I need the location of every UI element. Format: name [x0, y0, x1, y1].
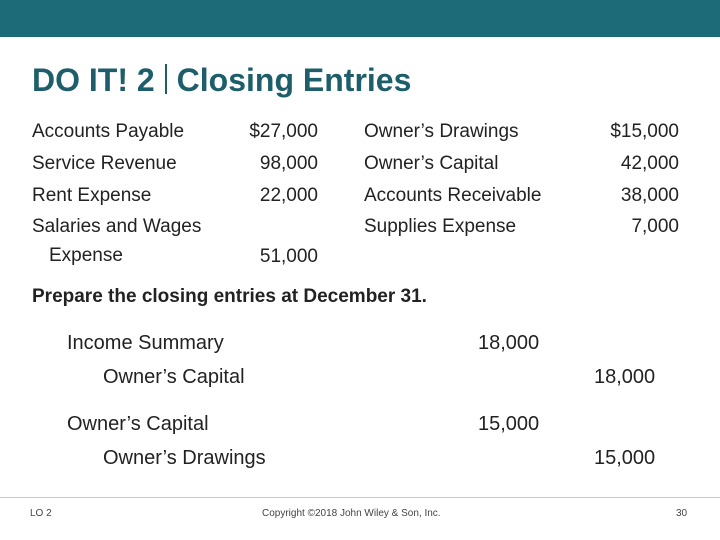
entry-credit-account: Owner’s Drawings — [103, 447, 266, 469]
account-amount: $15,000 — [610, 121, 679, 142]
top-banner — [0, 0, 720, 37]
footer-divider — [0, 497, 720, 498]
account-name: Rent Expense — [32, 185, 152, 206]
account-name-continued: Expense — [49, 245, 123, 266]
account-amount: 98,000 — [259, 153, 318, 174]
copyright-text: Copyright ©2018 John Wiley & Son, Inc. — [262, 508, 441, 519]
account-amount: 7,000 — [631, 216, 679, 237]
account-name: Owner’s Capital — [364, 153, 499, 174]
entry-credit-amount: 15,000 — [594, 447, 656, 469]
instruction-text: Prepare the closing entries at December 31. — [32, 286, 427, 307]
account-name: Accounts Receivable — [364, 185, 542, 206]
title-separator — [165, 64, 167, 94]
entry-debit-account: Owner’s Capital — [67, 413, 209, 435]
account-name: Accounts Payable — [32, 121, 185, 142]
title-right: Closing Entries — [176, 62, 412, 98]
account-amount: 22,000 — [259, 185, 318, 206]
account-amount: 38,000 — [620, 185, 679, 206]
title-left: DO IT! 2 — [32, 62, 155, 98]
account-amount: 42,000 — [620, 153, 679, 174]
page-number: 30 — [676, 508, 688, 519]
entry-debit-amount: 18,000 — [478, 332, 540, 354]
account-name: Supplies Expense — [364, 216, 517, 237]
account-name: Service Revenue — [32, 153, 177, 174]
entry-debit-amount: 15,000 — [478, 413, 540, 435]
account-name: Salaries and Wages — [32, 216, 202, 237]
account-amount: 51,000 — [259, 246, 318, 267]
entry-credit-amount: 18,000 — [594, 366, 656, 388]
entry-credit-account: Owner’s Capital — [103, 366, 245, 388]
learning-objective-label: LO 2 — [30, 508, 52, 519]
account-name: Owner’s Drawings — [364, 121, 519, 142]
account-amount: $27,000 — [249, 121, 318, 142]
entry-debit-account: Income Summary — [67, 332, 224, 354]
slide-title — [32, 62, 411, 99]
